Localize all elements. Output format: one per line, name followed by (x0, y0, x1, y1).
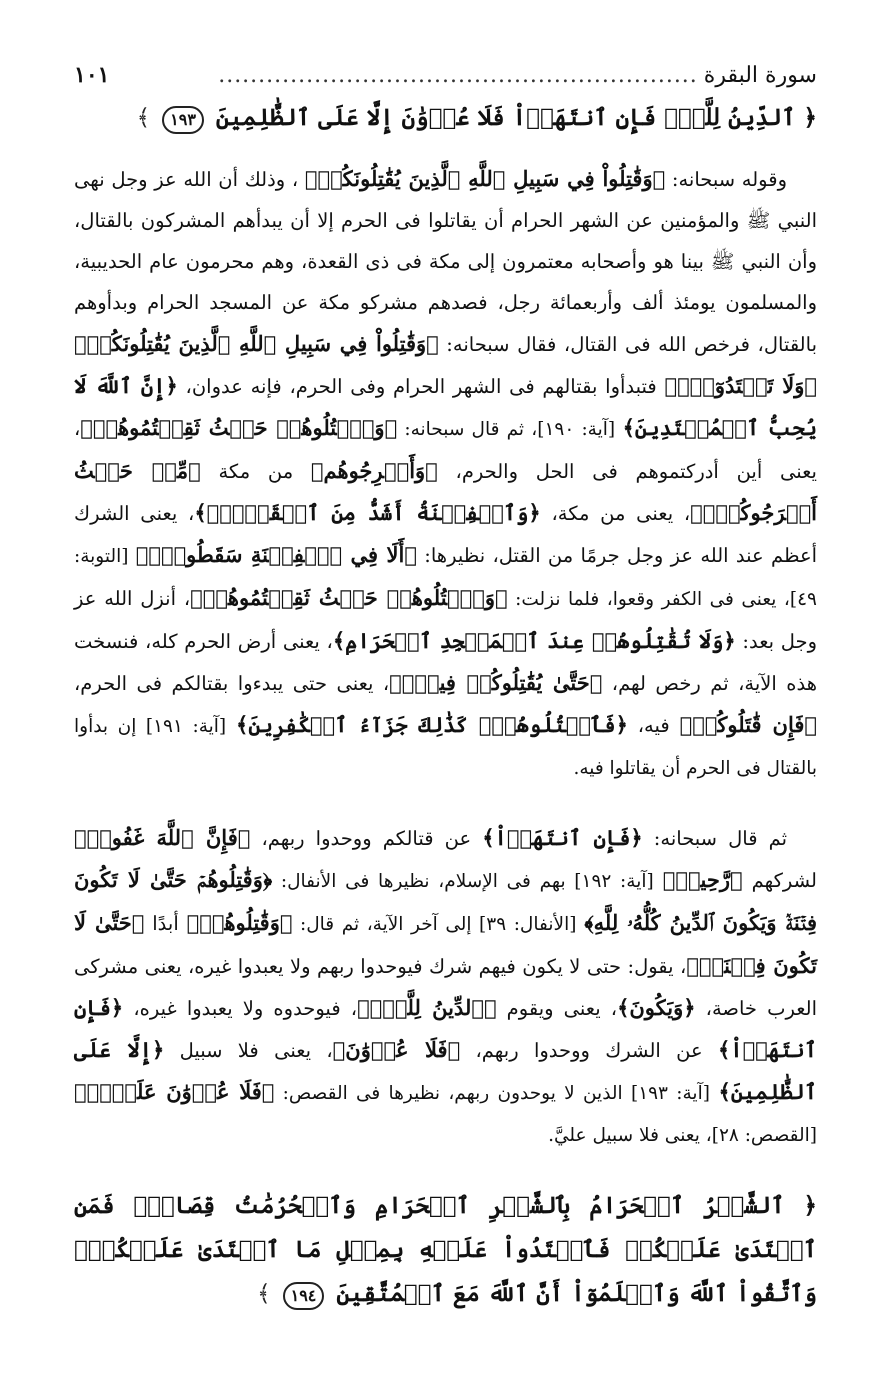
quran-quote: ﴿رَّحِيمٞ﴾ (662, 867, 743, 892)
ayah-number-marker: ١٩٤ (283, 1282, 325, 1310)
quran-quote: ﴿فَلَا عُدۡوَٰنَ﴾ (332, 1037, 461, 1062)
commentary-text: [آية: ١٩٠]، ثم قال سبحانه: (397, 419, 616, 440)
quran-quote: ﴿وَأَخۡرِجُوهُم﴾ (310, 458, 438, 483)
verse-block-bottom (74, 1184, 817, 1316)
quran-quote: ﴿فَإِنِ ٱنتَهَوۡاْ﴾ (74, 995, 817, 1062)
commentary-text: ، يعنى الشرك أعظم عند الله عز وجل جرمًا من القتل، نظيرها: (74, 502, 818, 567)
quran-quote: ﴿حَتَّىٰ لَا تَكُونَ فِتۡنَةٞ﴾ (74, 910, 817, 978)
quran-quote: ﴿ٱلدِّينُ لِلَّهِۖ﴾ (357, 995, 497, 1020)
commentary-text: ، يعنى حتى يبدءوا بقتالكم فى الحرم، (74, 672, 390, 695)
commentary-text: أبدًا (144, 912, 179, 935)
ornate-bracket-close: ﴾ (257, 1281, 271, 1307)
quran-quote: ﴿فَإِن قَٰتَلُوكُمۡ﴾ (679, 712, 818, 737)
quran-quote: ﴿وَيَكُونَ﴾ (617, 995, 696, 1020)
quran-quote: ﴿وَٱقۡتُلُوهُمۡ حَيۡثُ ثَقِفۡتُمُوهُمۡ﴾ (80, 415, 398, 440)
commentary-text: ، أنزل الله عز وجل بعد: (74, 587, 817, 653)
commentary-text: ، فيوحدوه ولا يعبدوا غيره، (123, 997, 358, 1020)
commentary-text: فيه، (627, 714, 670, 737)
quran-quote: ﴿حَتَّىٰ يُقَٰتِلُوكُمۡ فِيهِۖ﴾ (389, 670, 603, 695)
commentary-text: لشركهم (742, 869, 817, 892)
quran-quote: ﴿وَٱلۡفِتۡنَةُ أَشَدُّ مِنَ ٱلۡقَتۡلِۚ﴾ (194, 500, 541, 525)
page-number: ١٠١ (74, 62, 110, 88)
quran-quote: ﴿وَقَٰتِلُواْ فِي سَبِيلِ ٱللَّهِ ٱلَّذِينَ يُقَٰتِلُونَكُمۡ﴾ (304, 166, 666, 191)
commentary-text: عن قتالكم ووحدوا ربهم، (250, 827, 472, 850)
commentary-paragraph-2 (74, 817, 817, 1156)
quran-quote: ﴿وَٱقۡتُلُوهُمۡ حَيۡثُ ثَقِفۡتُمُوهُمۡ﴾ (190, 585, 508, 610)
quran-quote: ﴿فَإِنَّ ٱللَّهَ غَفُورٞ﴾ (74, 825, 251, 850)
commentary-text: [آية: ١٩١] إن بدأوا بالقتال فى الحرم أن يقاتلوا فيه. (74, 716, 817, 779)
commentary-text: ، يقول: حتى لا يكون فيهم شرك فيوحدوا ربهم ولا يعبدوا غيره، يعنى مشركى العرب خاصة، (74, 955, 818, 1020)
spacer (74, 1156, 817, 1184)
quran-quote: ﴿وَقَٰتِلُوهُمۡ حَتَّىٰ لَا تَكُونَ فِتۡنَةٞ وَيَكُونَ ٱلدِّينُ كُلُّهُۥ لِلَّهِ﴾ (74, 867, 818, 935)
ornate-bracket-close: ﴾ (136, 105, 151, 131)
commentary-text: ، يعنى ويقوم (496, 997, 618, 1020)
commentary-text: ، يعنى أرض الحرم كله، فنسخت هذه الآية، ثم رخص لهم، (74, 630, 817, 695)
commentary-text: ، يعنى أين أدركتموهم فى الحل والحرم، (74, 417, 817, 483)
verse-text: ﴿ ٱلدِّينُ لِلَّهِۖ فَإِنِ ٱنتَهَوۡاْ فَلَا عُدۡوَٰنَ إِلَّا عَلَى ٱلظَّٰلِمِينَ (215, 104, 817, 131)
commentary-paragraph-1 (74, 158, 817, 789)
commentary-text: [القصص: ٢٨]، يعنى فلا سبيل عليَّ. (548, 1125, 817, 1146)
quran-quote: ﴿فَلَا عُدۡوَٰنَ عَلَيَّۖ﴾ (74, 1079, 275, 1104)
quran-quote: ﴿وَلَا تَعۡتَدُوٓاْۚ﴾ (664, 373, 817, 398)
quran-quote: ﴿إِنَّ ٱللَّهَ لَا يُحِبُّ ٱلۡمُعۡتَدِينَ﴾ (74, 373, 817, 440)
quran-quote: ﴿إِلَّا عَلَى ٱلظَّٰلِمِينَ﴾ (74, 1037, 817, 1104)
header-dots: ............................................................ (218, 63, 698, 88)
commentary-text: ، وذلك أن الله عز وجل نهى النبي ﷺ والمؤمنين عن الشهر الحرام أن يقاتلوا فى الحرم إلا أن يبدأهم المشركون بالقتال، وأن النبي ﷺ بينا هو وأصحابه معتمرون إلى مكة فى ذى القعدة، وهم محرمون عام الحديبية، والمسلمون يومئذ ألف وأربعمائة رجل، فصدهم مشركو مكة عن المسجد الحرام وبدأوهم بالقتال، فرخص الله فى القتال، فقال سبحانه: (74, 168, 817, 356)
verse-text: ﴿ ٱلشَّهۡرُ ٱلۡحَرَامُ بِٱلشَّهۡرِ ٱلۡحَرَامِ وَٱلۡحُرُمَٰتُ قِصَاصٞۚ فَمَنِ ٱعۡتَدَىٰ عَلَيۡكُمۡ فَٱعۡتَدُواْ عَلَيۡهِ بِمِثۡلِ مَا ٱعۡتَدَىٰ عَلَيۡكُمۡۚ وَٱتَّقُواْ ٱللَّهَ وَٱعۡلَمُوٓاْ أَنَّ ٱللَّهَ مَعَ ٱلۡمُتَّقِينَ (74, 1192, 817, 1307)
quran-quote: ﴿وَقَٰتِلُواْ فِي سَبِيلِ ٱللَّهِ ٱلَّذِينَ يُقَٰتِلُونَكُمۡ﴾ (74, 331, 439, 356)
commentary-text: ، يعنى فلا سبيل (164, 1039, 333, 1062)
commentary-text: ، يعنى من مكة، (540, 502, 691, 525)
commentary-text: [آية: ١٩٢] بهم فى الإسلام، نظيرها فى الأنفال: (272, 871, 654, 892)
commentary-text: [التوبة: ٤٩]، يعنى فى الكفر وقعوا، فلما نزلت: (74, 546, 817, 610)
surah-title: سورة البقرة (703, 63, 817, 88)
commentary-text: وقوله سبحانه: (665, 168, 787, 191)
quran-quote: ﴿فَإِنِ ٱنتَهَوۡاْ﴾ (482, 825, 643, 850)
ayah-number-marker: ١٩٣ (162, 106, 204, 134)
quran-quote: ﴿فَٱقۡتُلُوهُمۡۗ كَذَٰلِكَ جَزَآءُ ٱلۡكَٰفِرِينَ﴾ (236, 712, 628, 737)
commentary-text: فتبدأوا بقتالهم فى الشهر الحرام وفى الحرم، فإنه عدوان، (177, 375, 657, 398)
commentary-text: عن الشرك ووحدوا ربهم، (460, 1039, 703, 1062)
quran-quote: ﴿وَقَٰتِلُوهُمۡ﴾ (186, 910, 293, 935)
spacer (74, 789, 817, 817)
quran-quote: ﴿مِّنۡ حَيۡثُ أَخۡرَجُوكُمۡۚ﴾ (74, 458, 818, 525)
commentary-text: من مكة (200, 460, 294, 483)
commentary-text: ثم قال سبحانه: (642, 827, 788, 850)
verse-block-top (74, 96, 817, 140)
spacer (74, 140, 817, 158)
commentary-text: [آية: ١٩٣] الذين لا يوحدون ربهم، نظيرها فى القصص: (274, 1083, 710, 1104)
commentary-text: [الأنفال: ٣٩] إلى آخر الآية، ثم قال: (292, 914, 577, 935)
quran-quote: ﴿وَلَا تُقَٰتِلُوهُمۡ عِندَ ٱلۡمَسۡجِدِ ٱلۡحَرَامِ﴾ (332, 628, 736, 653)
running-header (74, 58, 817, 96)
quran-quote: ﴿أَلَا فِي ٱلۡفِتۡنَةِ سَقَطُواْۗ﴾ (135, 542, 417, 567)
